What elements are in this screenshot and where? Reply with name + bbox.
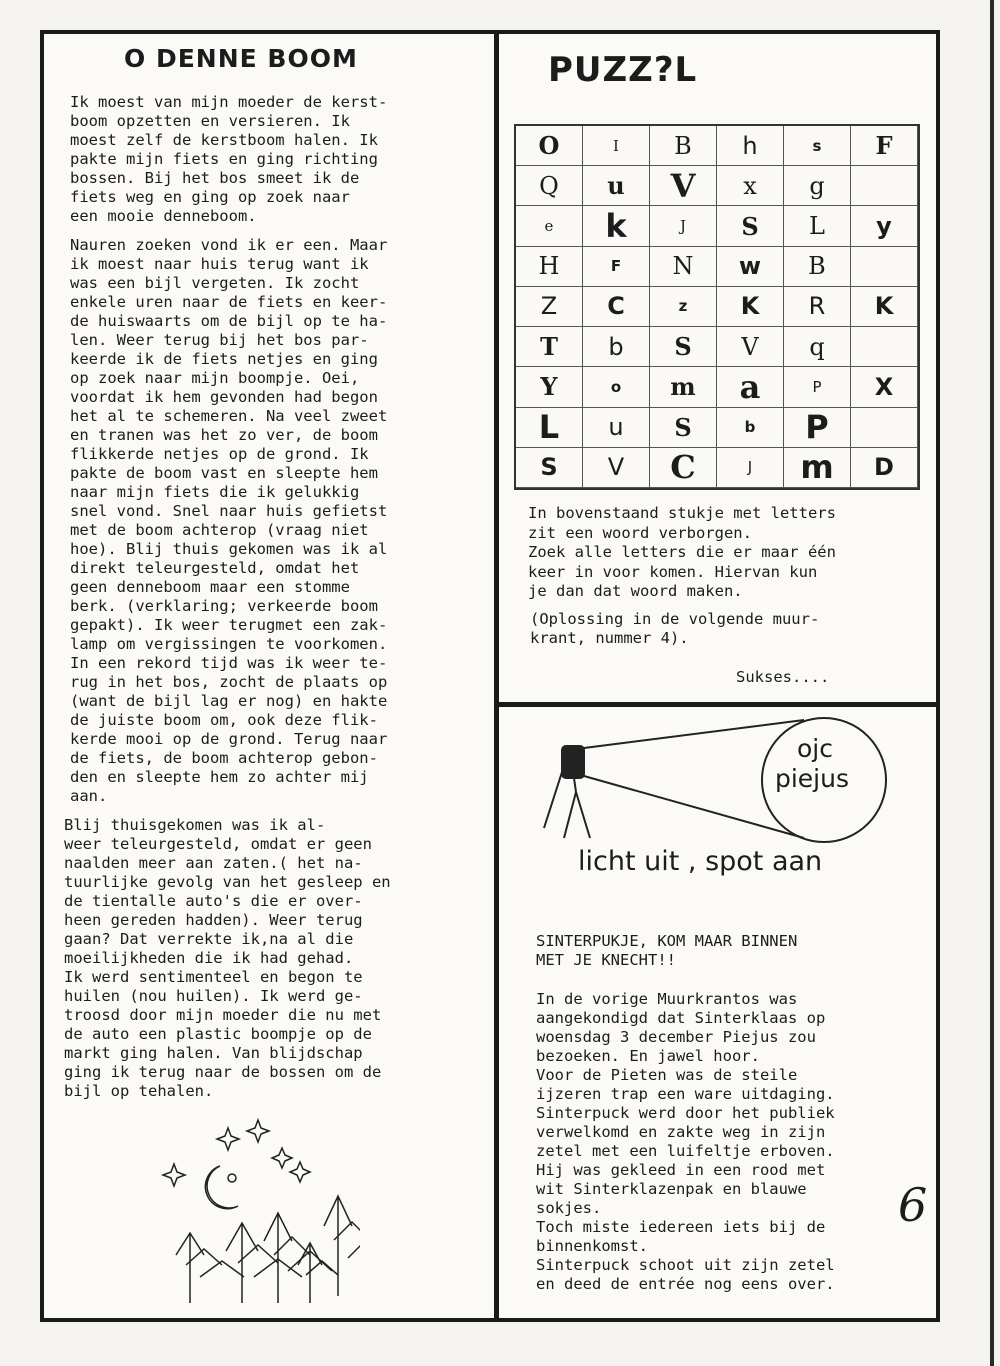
puzzle-instruction-text: In bovenstaand stukje met letters zit een woord verborgen. Zoek alle letters die er maar één keer in voor komen. Hiervan kun je dan dat woord maken. xyxy=(528,504,836,600)
section-divider xyxy=(497,702,940,707)
logo-line-1: ojc xyxy=(797,734,833,763)
grid-cell: Z xyxy=(516,287,583,327)
grid-cell xyxy=(851,166,918,206)
grid-cell: T xyxy=(516,327,583,367)
moon-icon xyxy=(205,1166,238,1209)
grid-cell: C xyxy=(583,287,650,327)
grid-cell: y xyxy=(851,206,918,246)
grid-cell: b xyxy=(717,408,784,448)
grid-cell: g xyxy=(784,166,851,206)
grid-cell: I xyxy=(583,126,650,166)
puzzle-solution-note: (Oplossing in de volgende muur- krant, nummer 4). xyxy=(530,609,820,647)
grid-cell: P xyxy=(784,408,851,448)
grid-cell: X xyxy=(851,367,918,407)
logo-line-2: piejus xyxy=(774,764,849,793)
grid-cell: F xyxy=(851,126,918,166)
grid-cell: S xyxy=(650,408,717,448)
cable xyxy=(544,772,562,828)
grid-cell: B xyxy=(784,247,851,287)
tree-icon xyxy=(324,1196,360,1296)
page-number: 6 xyxy=(898,1178,928,1232)
puzzle-success-text: Sukses.... xyxy=(736,668,830,686)
puzzle-instructions xyxy=(528,504,918,649)
star-icon xyxy=(163,1164,185,1186)
grid-cell: D xyxy=(851,448,918,488)
tripod-leg xyxy=(564,792,576,838)
spotlight-lamp-icon xyxy=(562,746,584,778)
tree-icon xyxy=(264,1213,332,1303)
grid-cell: B xyxy=(650,126,717,166)
sinter-body: In de vorige Muurkrantos was aangekondigd dat Sinterklaas op woensdag 3 december Piejus zou bezoeken. En jawel hoor. Voor de Pieten was de steile ijzeren trap een ware uitdaging. Sinterpuck werd door het publiek verwelkomd en zakte weg in zijn zetel met een luifeltje erboven. Hij was gekleed in een rood met wit Sinterklazenpak en blauwe sokjes. Toch miste iedereen iets bij de binnenkomst. Sinterpuck schoot uit zijn zetel en deed de entrée nog eens over. xyxy=(536,990,835,1293)
grid-cell: H xyxy=(516,247,583,287)
grid-cell: K xyxy=(717,287,784,327)
grid-cell: O xyxy=(516,126,583,166)
sinter-heading: SINTERPUKJE, KOM MAAR BINNEN MET JE KNECHT!! xyxy=(536,932,798,969)
grid-cell: w xyxy=(717,247,784,287)
grid-cell xyxy=(851,247,918,287)
grid-cell: u xyxy=(583,166,650,206)
grid-cell: a xyxy=(717,367,784,407)
article-paragraph-3: Blij thuisgekomen was ik al- weer teleurgesteld, omdat er geen naalden meer aan zaten.( het na- tuurlijke gevolg van het gesleep en de tientalle auto's die er over- heen gereden hadden). Weer terug gaan? Dat verrekte ik,na al die moeilijkheden die ik had gehad. Ik werd sentimenteel en begon te huilen (nou huilen). Ik werd ge- troosd door mijn moeder die nu met de auto een plastic boompje op de markt ging halen. Van blijdschap ging ik terug naar de bossen om de bijl op tehalen. xyxy=(64,816,391,1100)
sinter-article xyxy=(536,932,916,1294)
star-icon xyxy=(290,1162,310,1182)
grid-cell: o xyxy=(583,367,650,407)
grid-cell: x xyxy=(717,166,784,206)
letter-grid xyxy=(514,124,920,490)
star-icon xyxy=(217,1128,239,1150)
grid-cell: q xyxy=(784,327,851,367)
grid-cell: z xyxy=(650,287,717,327)
grid-cell: Y xyxy=(516,367,583,407)
grid-cell: S xyxy=(650,327,717,367)
grid-cell: J xyxy=(650,206,717,246)
grid-cell: k xyxy=(583,206,650,246)
grid-cell: V xyxy=(717,327,784,367)
grid-cell xyxy=(851,408,918,448)
tripod-leg xyxy=(576,792,590,838)
puzzle-title: PUZZ?L xyxy=(548,50,698,90)
grid-cell: S xyxy=(717,206,784,246)
grid-cell: Q xyxy=(516,166,583,206)
grid-cell: e xyxy=(516,206,583,246)
grid-cell: P xyxy=(784,367,851,407)
forest-night-drawing xyxy=(160,1118,360,1308)
grid-cell: m xyxy=(784,448,851,488)
article-paragraph-2: Nauren zoeken vond ik er een. Maar ik moest naar huis terug want ik was een bijl vergeten. Ik zocht enkele uren naar de fiets en keer- de huiswaarts om de bijl op te ha- len. Weer terug bij het bos par- keerde ik de fiets netjes en ging op zoek naar mijn boompje. Oei, voordat ik hem gevonden had begon het al te schemeren. Na veel zweet en tranen was het zo ver, de boom flikkerde netjes op de grond. Ik pakte de boom vast en sleepte hem naar mijn fiets die ik gelukkig snel vond. Snel naar huis gefietst met de boom achterop (vraag niet hoe). Blij thuis gekomen was ik al direkt teleurgesteld, omdat het geen denneboom maar een stomme berk. (verklaring; verkeerde boom gepakt). Ik weer terugmet een zak- lamp om vergissingen te voorkomen. In een rekord tijd was ik weer te- rug in het bos, zocht de plaats op (want de bijl lag er nog) en hakte de juiste boom om, ook deze flik- kerde mooi op de grond. Terug naar de fiets, de boom achterop gebon- den en sleepte hem zo achter mij aan. xyxy=(70,236,388,805)
grid-cell: m xyxy=(650,367,717,407)
grid-cell: C xyxy=(650,448,717,488)
article-title: O DENNE BOOM xyxy=(124,44,358,73)
grid-cell: h xyxy=(717,126,784,166)
tree-icon xyxy=(226,1223,302,1303)
grid-cell xyxy=(851,327,918,367)
grid-cell: N xyxy=(650,247,717,287)
article-paragraph-1: Ik moest van mijn moeder de kerst- boom opzetten en versieren. Ik moest zelf de kerstboom halen. Ik pakte mijn fiets en ging richting bossen. Bij het bos smeet ik de fiets weg en ging op zoek naar een mooie denneboom. xyxy=(70,93,388,225)
grid-cell: V xyxy=(650,166,717,206)
grid-cell: F xyxy=(583,247,650,287)
grid-cell: S xyxy=(516,448,583,488)
tree-icon xyxy=(176,1233,244,1303)
star-icon xyxy=(272,1148,292,1168)
left-article xyxy=(62,44,480,1111)
tree-icon xyxy=(298,1243,338,1303)
star-icon xyxy=(247,1120,269,1142)
grid-cell: V xyxy=(583,448,650,488)
grid-cell: R xyxy=(784,287,851,327)
grid-cell: s xyxy=(784,126,851,166)
grid-cell: u xyxy=(583,408,650,448)
logo-tagline: licht uit , spot aan xyxy=(578,846,823,877)
scan-edge-line xyxy=(990,0,994,1366)
grid-cell: L xyxy=(784,206,851,246)
grid-cell: L xyxy=(516,408,583,448)
grid-cell: J xyxy=(717,448,784,488)
grid-cell: b xyxy=(583,327,650,367)
column-divider xyxy=(494,30,499,1322)
grid-cell: K xyxy=(851,287,918,327)
